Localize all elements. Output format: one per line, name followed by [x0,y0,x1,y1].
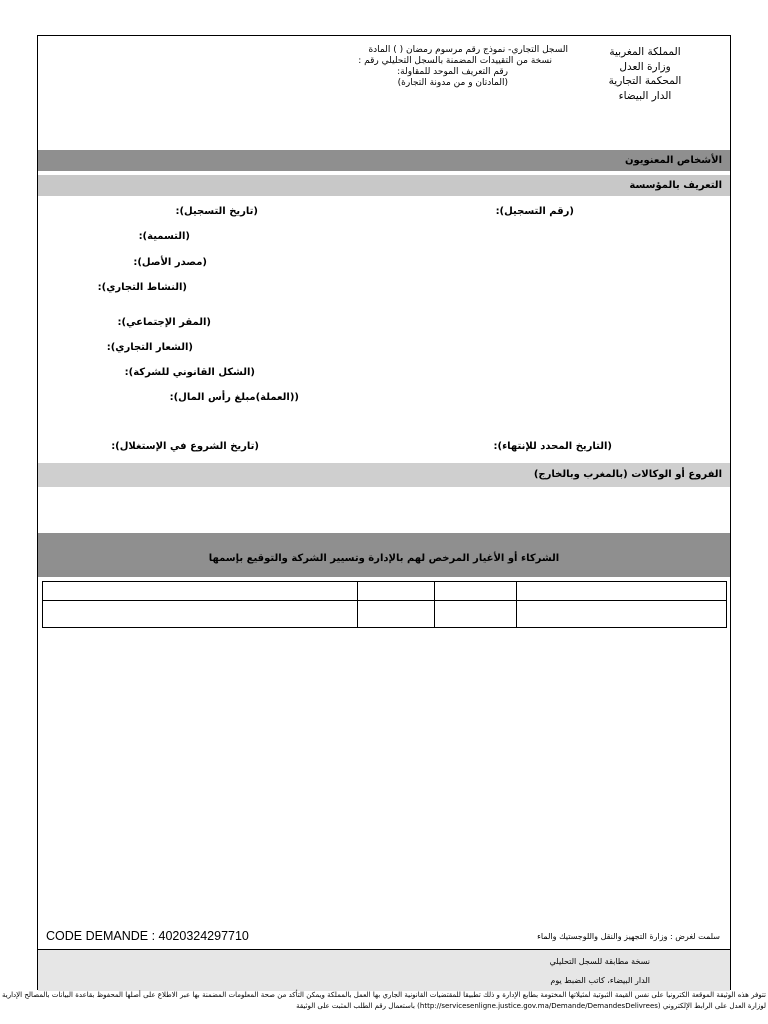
ice-line: رقم التعريف الموحد للمقاولة: [397,67,508,77]
issued-for: سلمت لغرض : وزارة التجهيز والنقل واللوجستيك والماء [537,932,720,941]
capital-label: ((العملة)مبلغ رأس المال): [169,392,299,403]
kingdom-line: المملكة المغربية [609,46,681,58]
origin-label: (مصدر الأصل): [133,257,207,268]
legal-form-label: (الشكل القانوني للشركة): [124,367,255,378]
articles-line: (المادتان و من مدونة التجارة) [397,78,508,88]
copy-line: نسخة من التقييدات المضمنة بالسجل التحليلي رقم : [358,56,552,66]
document-sheet [37,35,731,990]
section-partners: الشركاء أو الأغيار المرخص لهم بالإدارة وتسيير الشركة والتوقيع بإسمها [38,533,730,577]
registration-date-label: (تاريخ التسجيل): [175,206,258,217]
registration-number-label: (رقم التسجيل): [495,206,574,217]
city-line: الدار البيضاء [618,89,672,102]
table-header-row [43,582,727,601]
register-line: السجل التجاري- نموذج رقم مرسوم رمضان ( ) المادة [368,45,568,55]
register-header [238,45,568,89]
ministry-line: وزارة العدل [619,60,671,73]
table-cell [517,582,727,601]
court-line: المحكمة التجارية [608,75,682,87]
table-cell [358,582,435,601]
issuing-authority [590,45,700,103]
table-cell [435,582,517,601]
table-cell [517,601,727,628]
table-row [43,601,727,628]
start-date-label: (تاريخ الشروع في الإستغلال): [111,441,259,452]
table-cell [43,582,358,601]
head-office-label: (المقر الإجتماعي): [117,317,211,328]
clerk-label: الدار البيضاء، كاتب الضبط يوم [550,976,650,985]
code-demande: CODE DEMANDE : 4020324297710 [46,929,249,943]
table-cell [43,601,358,628]
name-label: (التسمية): [138,231,190,242]
table-cell [435,601,517,628]
trade-sign-label: (الشعار التجاري): [106,342,193,353]
section-branches: الفروع أو الوكالات (بالمغرب وبالخارج) [38,463,730,487]
partners-table [42,581,727,628]
certification-box [38,949,730,991]
activity-label: (النشاط التجاري): [97,282,187,293]
end-date-label: (التاريخ المحدد للإنتهاء): [493,441,612,452]
section-establishment: التعريف بالمؤسسة [38,175,730,196]
copy-conform-label: نسخة مطابقة للسجل التحليلي [549,957,650,966]
table-cell [358,601,435,628]
electronic-signature-note: تتوفر هذه الوثيقة الموقعة الكترونيا على نفس القيمة الثبوتية لمثيلاتها المختومة بطابع الإدارة و ذلك تطبيقا للمقتضيات القانونية الجاري بها العمل بالمملكة ويمكن التأكد من صحة المعلومات المضمنة بها عبر الاطلاع على أصلها المحفوظ بقاعدة البيانات بالمصالح الإدارية لوزارة العدل على الرابط الإلكتروني (http://servicesenligne.justice.gov.ma/Demande/DemandesDelivrees) باستعمال رقم الطلب المثبت على الوثيقة [2,991,766,1010]
section-legal-persons: الأشخاص المعنويون [38,150,730,171]
